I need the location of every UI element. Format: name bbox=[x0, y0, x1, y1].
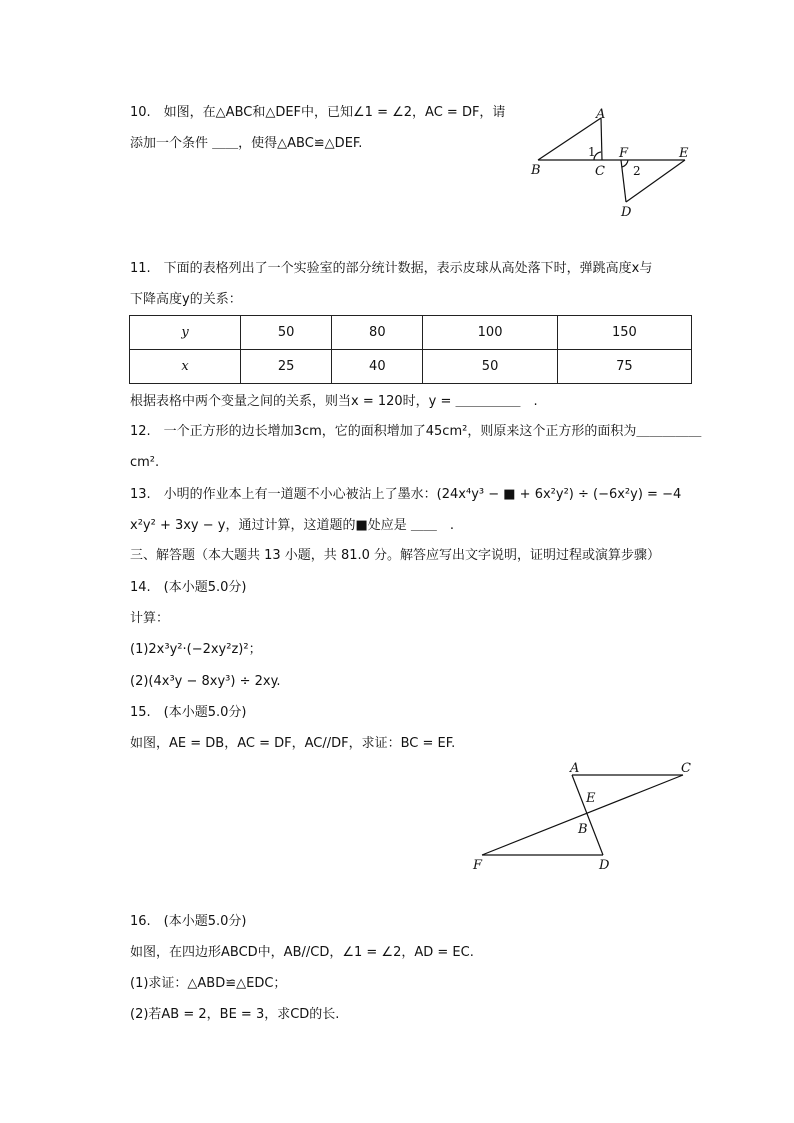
q14-header: 14. (本小题5.0分) bbox=[130, 580, 247, 595]
q16-item-2: (2)若AB = 2，BE = 3，求CD的长. bbox=[130, 1007, 340, 1022]
table-cell: 40 bbox=[332, 350, 423, 384]
q15-header: 15. (本小题5.0分) bbox=[130, 705, 247, 720]
q14-item-2: (2)(4x³y − 8xy³) ÷ 2xy. bbox=[130, 674, 281, 689]
q10-angle-2: 2 bbox=[633, 164, 641, 178]
q11-line-1: 11. 下面的表格列出了一个实验室的部分统计数据，表示皮球从高处落下时，弹跳高度x与 bbox=[130, 261, 653, 276]
q15-label-B: B bbox=[578, 822, 588, 837]
q11-after-text: 根据表格中两个变量之间的关系，则当x = 120时，y = ＿＿＿＿＿ . bbox=[130, 394, 538, 409]
q10-line-1: 10. 如图，在△ABC和△DEF中，已知∠1 = ∠2，AC = DF，请 bbox=[130, 105, 506, 120]
q11-data-table bbox=[129, 315, 692, 384]
q16-header: 16. (本小题5.0分) bbox=[130, 914, 247, 929]
table-cell: 100 bbox=[423, 316, 557, 350]
q11-line-2: 下降高度y的关系： bbox=[130, 292, 242, 307]
section-3-heading: 三、解答题（本大题共 13 小题，共 81.0 分。解答应写出文字说明，证明过程或演算步骤） bbox=[130, 548, 661, 563]
table-cell: 150 bbox=[557, 316, 691, 350]
table-cell: 50 bbox=[241, 316, 332, 350]
q15-label-C: C bbox=[681, 761, 691, 776]
q10-label-D: D bbox=[621, 205, 632, 220]
q10-label-C: C bbox=[595, 164, 605, 179]
table-row bbox=[130, 316, 692, 350]
q10-line-2: 添加一个条件 ＿＿，使得△ABC≌△DEF. bbox=[130, 136, 363, 151]
table-cell: 80 bbox=[332, 316, 423, 350]
table-cell: 25 bbox=[241, 350, 332, 384]
table-cell: 75 bbox=[557, 350, 691, 384]
q10-label-B: B bbox=[531, 163, 541, 178]
q15-figure bbox=[465, 755, 705, 880]
table-header-x: x bbox=[130, 350, 241, 384]
q15-label-F: F bbox=[473, 858, 483, 873]
table-header-y: y bbox=[130, 316, 241, 350]
q14-prompt: 计算： bbox=[130, 611, 170, 626]
q15-label-E: E bbox=[586, 791, 596, 806]
q16-prompt: 如图，在四边形ABCD中，AB//CD，∠1 = ∠2，AD = EC. bbox=[130, 945, 474, 960]
q12-line-1: 12. 一个正方形的边长增加3cm，它的面积增加了45cm²，则原来这个正方形的面积为＿＿＿＿＿ bbox=[130, 424, 702, 439]
q13-line-2: x²y² + 3xy − y，通过计算，这道题的■处应是 ＿＿ . bbox=[130, 518, 455, 533]
q16-item-1: (1)求证：△ABD≌△EDC； bbox=[130, 976, 287, 991]
q10-angle-1: 1 bbox=[588, 145, 596, 159]
q10-label-A: A bbox=[596, 107, 606, 122]
q13-line-1: 13. 小明的作业本上有一道题不小心被沾上了墨水：(24x⁴y³ − ■ + 6x²y²) ÷ (−6x²y) = −4 bbox=[130, 487, 682, 502]
q15-prompt: 如图，AE = DB，AC = DF，AC//DF，求证：BC = EF. bbox=[130, 736, 456, 751]
q12-line-2: cm². bbox=[130, 455, 160, 470]
table-cell: 50 bbox=[423, 350, 557, 384]
q10-label-E: E bbox=[679, 146, 689, 161]
q10-figure bbox=[525, 100, 705, 225]
q15-label-A: A bbox=[570, 761, 580, 776]
q14-item-1: (1)2x³y²·(−2xy²z)²； bbox=[130, 642, 262, 657]
q10-label-F: F bbox=[619, 146, 629, 161]
table-row bbox=[130, 350, 692, 384]
q15-label-D: D bbox=[599, 858, 610, 873]
